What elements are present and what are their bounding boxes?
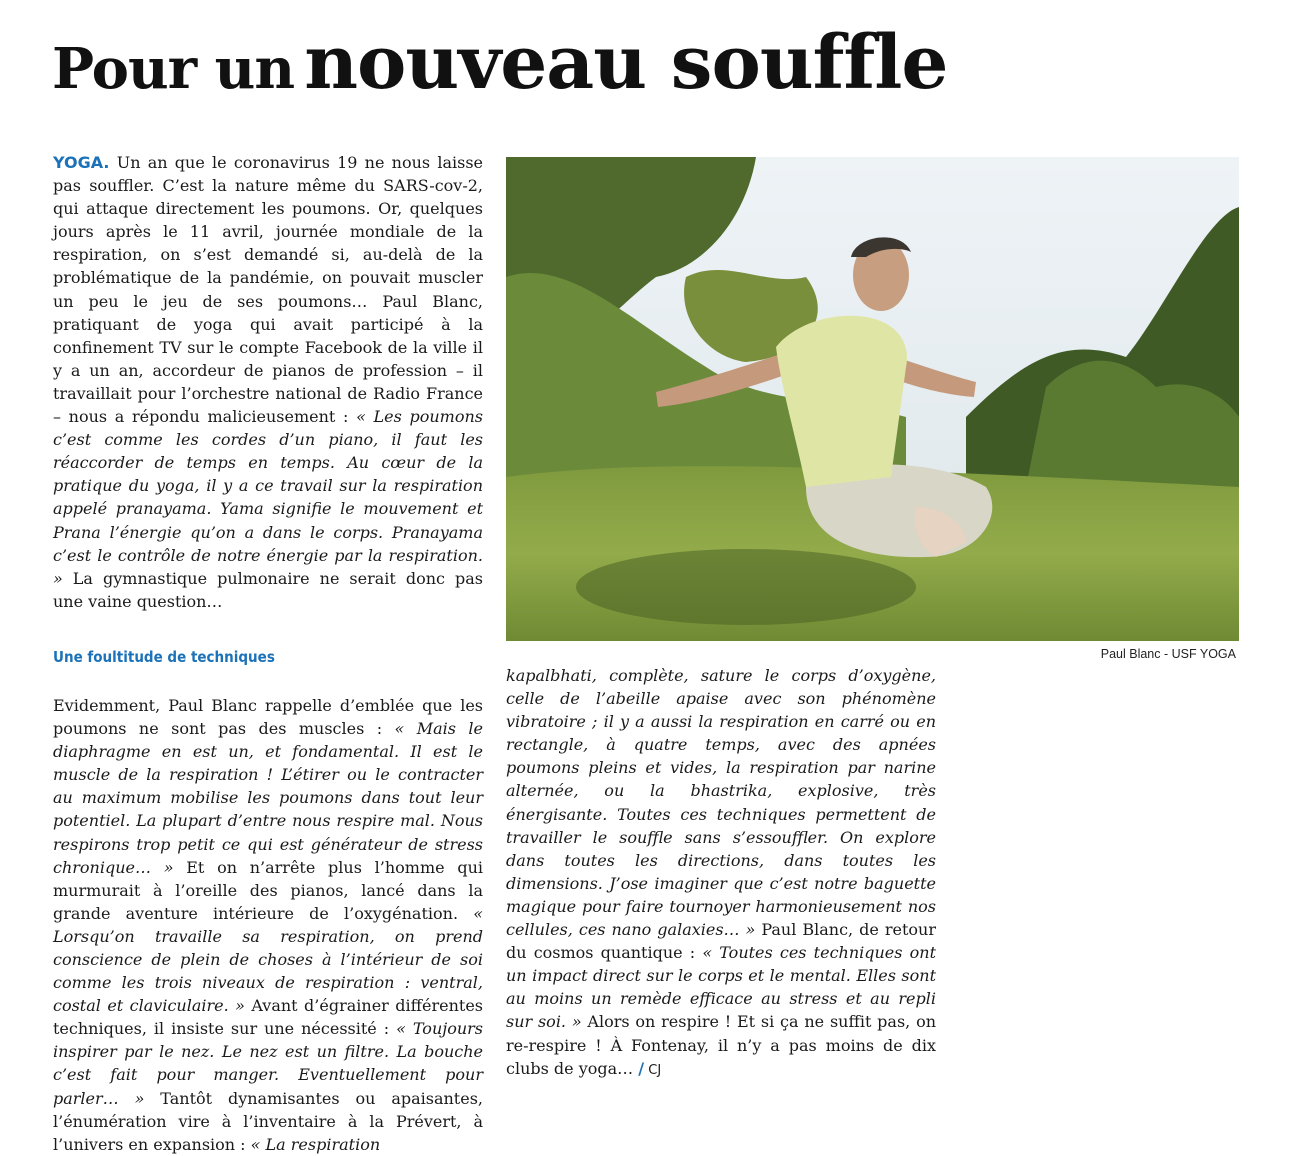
quote-run: « Toutes ces techniques ont un impact direct sur le corps et le mental. Elles sont au moins un remède efficace au stress et au repli sur soi. » xyxy=(506,943,936,1032)
text-run: Et on n’arrête plus l’homme qui murmurait à l’oreille des pianos, lancé dans la grande aventure intérieure de l’oxygénation. xyxy=(53,857,483,923)
body-paragraph xyxy=(53,694,483,1156)
body-paragraph xyxy=(506,664,936,1082)
quote-run: « Les poumons c’est comme les cordes d’un piano, il faut les réaccorder de temps en temps. Au cœur de la pratique du yoga, il y a ce travail sur la respiration appelé pranayama. Yama signifie le mouvement et Prana l’énergie qu’on a dans le corps. Pranayama c’est le contrôle de notre énergie par la respiration. » xyxy=(53,407,484,588)
quote-run: kapalbhati, complète, sature le corps d’oxygène, celle de l’abeille apaise avec son phénomène vibratoire ; il y a aussi la respiration en carré ou en rectangle, à quatre temps, avec des apnées poumons pleins et vides, la respiration par narine alternée, ou la bhastrika, explosive, très énergisante. Toutes ces techniques permettent de travailler le souffle sans s’essouffler. On explore dans toutes les directions, dans toutes les dimensions. J’ose imaginer que c’est notre baguette magique pour faire tournoyer harmonieusement nos cellules, ces nano galaxies… » xyxy=(506,666,936,940)
photo-caption: Paul Blanc - USF YOGA xyxy=(1100,647,1236,661)
text-run: Paul Blanc, de retour du cosmos quantique : xyxy=(506,920,936,963)
text-run: Tantôt dynamisantes ou apaisantes, l’énumération vire à l’inventaire à la Prévert, à l’univers en expansion : xyxy=(53,1088,483,1154)
article-photo xyxy=(506,157,1239,641)
text-run: La gymnastique pulmonaire ne serait donc pas une vaine question… xyxy=(53,568,483,611)
headline-part-2: nouveau souffle xyxy=(304,20,948,106)
shadow xyxy=(576,549,916,625)
article-column-2 xyxy=(506,664,936,1082)
signature: CJ xyxy=(644,1062,662,1078)
text-run: Un an que le coronavirus 19 ne nous laisse pas souffler. C’est la nature même du SARS-cov-2, qui attaque directement les poumons. Or, quelques jours après le 11 avril, journée mondiale de la respiration, on s’est demandé si, au-delà de la problématique de la pandémie, on pouvait muscler un peu le jeu de ses poumons… Paul Blanc, pratiquant de yoga qui avait participé à la confinement TV sur le compte Facebook de la ville il y a un an, accordeur de pianos de profession – il travaillait pour l’orchestre national de Radio France – nous a répondu malicieusement : xyxy=(53,153,483,427)
subheading: Une foultitude de techniques xyxy=(53,647,275,666)
article-column-1 xyxy=(53,151,483,1156)
headline xyxy=(52,20,947,106)
quote-run: « Toujours inspirer par le nez. Le nez est un filtre. La bouche c’est fait pour manger. Eventuellement pour parler… » xyxy=(53,1019,483,1108)
quote-run: « Mais le diaphragme en est un, et fondamental. Il est le muscle de la respiration ! L’étirer ou le contracter au maximum mobilise les poumons dans tout leur potentiel. La plupart d’entre nous respire mal. Nous respirons trop petit ce qui est générateur de stress chronique… » xyxy=(53,719,484,877)
text-run: Alors on respire ! Et si ça ne suffit pas, on re-respire ! À Fontenay, il n’y a pas moins de dix clubs de yoga… xyxy=(506,1012,937,1078)
intro-paragraph xyxy=(53,151,483,613)
kicker: YOGA. xyxy=(53,153,110,172)
quote-run: « Lorsqu’on travaille sa respiration, on prend conscience de plein de choses à l’intérieur de soi comme les trois niveaux de respiration : ventral, costal et claviculaire. » xyxy=(53,903,483,1016)
headline-part-1: Pour un xyxy=(52,36,295,102)
text-run: Evidemment, Paul Blanc rappelle d’emblée que les poumons ne sont pas des muscles : xyxy=(53,695,483,739)
quote-run: « La respiration xyxy=(250,1134,381,1154)
text-run: Avant d’égrainer différentes techniques, il insiste sur une nécessité : xyxy=(53,996,483,1039)
signature-slash: / xyxy=(638,1058,645,1078)
